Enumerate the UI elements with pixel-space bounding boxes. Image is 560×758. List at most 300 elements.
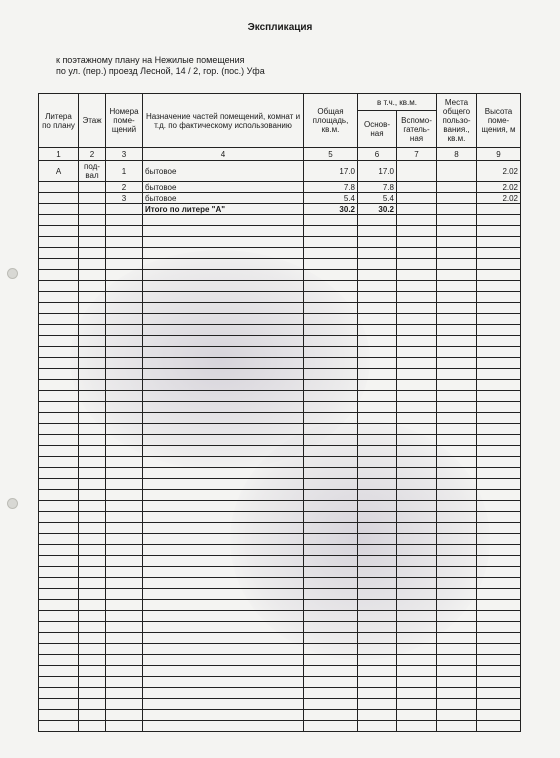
empty-cell <box>39 512 79 523</box>
empty-cell <box>143 578 304 589</box>
empty-cell <box>106 721 143 732</box>
empty-cell <box>304 578 358 589</box>
empty-cell <box>39 644 79 655</box>
total-row <box>39 204 521 215</box>
empty-cell <box>437 556 477 567</box>
total-obshaya: 30.2 <box>304 204 358 215</box>
empty-row <box>39 490 521 501</box>
empty-cell <box>39 567 79 578</box>
empty-cell <box>79 314 106 325</box>
empty-cell <box>79 325 106 336</box>
empty-cell <box>106 270 143 281</box>
empty-cell <box>143 589 304 600</box>
empty-cell <box>79 556 106 567</box>
empty-cell <box>143 369 304 380</box>
empty-cell <box>477 523 521 534</box>
empty-cell <box>437 303 477 314</box>
empty-cell <box>39 479 79 490</box>
empty-cell <box>143 655 304 666</box>
empty-cell <box>358 424 397 435</box>
empty-cell <box>358 347 397 358</box>
empty-cell <box>106 501 143 512</box>
empty-cell <box>358 677 397 688</box>
empty-row <box>39 336 521 347</box>
empty-cell <box>106 226 143 237</box>
empty-row <box>39 699 521 710</box>
empty-cell <box>106 292 143 303</box>
empty-cell <box>39 534 79 545</box>
empty-cell <box>437 589 477 600</box>
empty-row <box>39 534 521 545</box>
empty-cell <box>358 391 397 402</box>
empty-cell <box>39 688 79 699</box>
empty-cell <box>358 589 397 600</box>
empty-cell <box>358 358 397 369</box>
cell-obshaya: 5.4 <box>304 193 358 204</box>
empty-cell <box>358 259 397 270</box>
empty-row <box>39 655 521 666</box>
empty-cell <box>358 611 397 622</box>
empty-cell <box>477 270 521 281</box>
empty-cell <box>477 457 521 468</box>
empty-cell <box>358 237 397 248</box>
empty-row <box>39 270 521 281</box>
empty-cell <box>358 215 397 226</box>
empty-cell <box>79 534 106 545</box>
empty-cell <box>79 259 106 270</box>
empty-cell <box>397 655 437 666</box>
empty-cell <box>358 710 397 721</box>
empty-cell <box>397 688 437 699</box>
empty-cell <box>143 699 304 710</box>
empty-cell <box>79 270 106 281</box>
empty-cell <box>358 380 397 391</box>
empty-cell <box>397 699 437 710</box>
empty-row <box>39 347 521 358</box>
empty-cell <box>304 556 358 567</box>
empty-cell <box>477 314 521 325</box>
empty-cell <box>477 281 521 292</box>
empty-cell <box>304 600 358 611</box>
empty-cell <box>106 259 143 270</box>
empty-cell <box>79 578 106 589</box>
empty-cell <box>106 600 143 611</box>
empty-cell <box>79 501 106 512</box>
total-label: Итого по литере "А" <box>143 204 304 215</box>
empty-cell <box>397 567 437 578</box>
empty-cell <box>304 314 358 325</box>
empty-cell <box>477 259 521 270</box>
empty-cell <box>304 259 358 270</box>
cell-etazh <box>79 182 106 193</box>
empty-cell <box>79 655 106 666</box>
empty-cell <box>437 468 477 479</box>
empty-cell <box>358 281 397 292</box>
empty-row <box>39 248 521 259</box>
empty-cell <box>397 303 437 314</box>
empty-cell <box>304 611 358 622</box>
empty-cell <box>106 567 143 578</box>
empty-cell <box>477 391 521 402</box>
empty-cell <box>397 512 437 523</box>
empty-cell <box>304 413 358 424</box>
empty-cell <box>39 325 79 336</box>
empty-cell <box>106 556 143 567</box>
empty-cell <box>304 589 358 600</box>
empty-cell <box>143 523 304 534</box>
column-number: 6 <box>358 148 397 161</box>
empty-cell <box>358 336 397 347</box>
empty-cell <box>39 501 79 512</box>
empty-cell <box>143 545 304 556</box>
empty-cell <box>143 391 304 402</box>
empty-cell <box>397 490 437 501</box>
empty-cell <box>358 226 397 237</box>
empty-cell <box>143 556 304 567</box>
empty-cell <box>106 314 143 325</box>
empty-cell <box>358 578 397 589</box>
empty-cell <box>397 369 437 380</box>
empty-row <box>39 292 521 303</box>
empty-cell <box>79 567 106 578</box>
empty-row <box>39 589 521 600</box>
empty-row <box>39 677 521 688</box>
empty-row <box>39 556 521 567</box>
empty-cell <box>143 644 304 655</box>
empty-cell <box>39 633 79 644</box>
empty-cell <box>304 325 358 336</box>
empty-row <box>39 457 521 468</box>
empty-cell <box>39 622 79 633</box>
empty-cell <box>106 534 143 545</box>
empty-cell <box>358 490 397 501</box>
empty-cell <box>437 259 477 270</box>
empty-cell <box>39 666 79 677</box>
empty-cell <box>39 677 79 688</box>
total-osnovnaya: 30.2 <box>358 204 397 215</box>
empty-cell <box>397 677 437 688</box>
cell-osnovnaya: 17.0 <box>358 161 397 182</box>
empty-row <box>39 391 521 402</box>
empty-cell <box>477 611 521 622</box>
empty-row <box>39 688 521 699</box>
header-nomera: Номера поме-щений <box>106 94 143 148</box>
empty-row <box>39 259 521 270</box>
empty-cell <box>143 479 304 490</box>
empty-cell <box>106 479 143 490</box>
empty-cell <box>477 534 521 545</box>
cell-obshaya: 7.8 <box>304 182 358 193</box>
empty-cell <box>477 424 521 435</box>
empty-cell <box>79 237 106 248</box>
empty-cell <box>477 633 521 644</box>
empty-cell <box>304 303 358 314</box>
empty-cell <box>437 391 477 402</box>
empty-cell <box>304 523 358 534</box>
header-naznachenie: Назначение частей помещений, комнат и т.д. по фактическому использованию <box>143 94 304 148</box>
empty-cell <box>304 490 358 501</box>
empty-cell <box>397 468 437 479</box>
empty-cell <box>397 237 437 248</box>
cell-vysota: 2.02 <box>477 182 521 193</box>
empty-cell <box>39 710 79 721</box>
empty-cell <box>477 413 521 424</box>
empty-row <box>39 611 521 622</box>
empty-cell <box>358 457 397 468</box>
empty-cell <box>39 435 79 446</box>
empty-cell <box>358 556 397 567</box>
empty-cell <box>477 358 521 369</box>
empty-cell <box>304 699 358 710</box>
empty-cell <box>358 248 397 259</box>
empty-cell <box>79 490 106 501</box>
empty-row <box>39 479 521 490</box>
header-vspomogatelnaya: Вспомо-гатель-ная <box>397 111 437 148</box>
empty-cell <box>143 468 304 479</box>
cell-litera <box>39 193 79 204</box>
empty-cell <box>477 292 521 303</box>
empty-cell <box>397 424 437 435</box>
empty-cell <box>437 523 477 534</box>
empty-cell <box>39 523 79 534</box>
empty-cell <box>304 457 358 468</box>
empty-cell <box>39 270 79 281</box>
empty-cell <box>106 336 143 347</box>
empty-cell <box>397 248 437 259</box>
empty-cell <box>39 600 79 611</box>
empty-cell <box>437 336 477 347</box>
cell-etazh: под-вал <box>79 161 106 182</box>
empty-cell <box>437 501 477 512</box>
empty-cell <box>397 457 437 468</box>
punch-hole <box>7 268 18 279</box>
empty-row <box>39 523 521 534</box>
empty-row <box>39 215 521 226</box>
empty-cell <box>304 622 358 633</box>
empty-cell <box>39 413 79 424</box>
empty-cell <box>79 446 106 457</box>
empty-cell <box>437 226 477 237</box>
empty-cell <box>437 710 477 721</box>
empty-row <box>39 369 521 380</box>
empty-cell <box>143 314 304 325</box>
empty-cell <box>477 468 521 479</box>
empty-cell <box>304 248 358 259</box>
empty-cell <box>79 358 106 369</box>
empty-cell <box>79 215 106 226</box>
empty-cell <box>106 699 143 710</box>
empty-cell <box>79 589 106 600</box>
empty-cell <box>397 215 437 226</box>
empty-cell <box>143 435 304 446</box>
empty-cell <box>39 303 79 314</box>
empty-cell <box>358 413 397 424</box>
empty-cell <box>304 369 358 380</box>
empty-cell <box>143 248 304 259</box>
punch-hole <box>7 498 18 509</box>
empty-cell <box>79 435 106 446</box>
empty-cell <box>106 523 143 534</box>
empty-cell <box>106 457 143 468</box>
empty-cell <box>106 380 143 391</box>
empty-cell <box>143 259 304 270</box>
empty-row <box>39 380 521 391</box>
cell-osnovnaya: 5.4 <box>358 193 397 204</box>
empty-cell <box>79 512 106 523</box>
empty-cell <box>437 721 477 732</box>
empty-cell <box>477 721 521 732</box>
empty-cell <box>106 688 143 699</box>
empty-cell <box>106 644 143 655</box>
empty-cell <box>358 512 397 523</box>
empty-cell <box>304 688 358 699</box>
empty-cell <box>304 633 358 644</box>
empty-cell <box>79 677 106 688</box>
empty-cell <box>397 435 437 446</box>
empty-cell <box>106 512 143 523</box>
empty-cell <box>79 413 106 424</box>
empty-cell <box>143 567 304 578</box>
document-subtitle-plan: к поэтажному плану на Нежилые помещения <box>56 55 245 65</box>
empty-cell <box>477 677 521 688</box>
empty-cell <box>397 314 437 325</box>
empty-cell <box>143 226 304 237</box>
empty-cell <box>477 380 521 391</box>
header-vtch: в т.ч., кв.м. <box>358 94 437 111</box>
empty-cell <box>477 512 521 523</box>
empty-row <box>39 622 521 633</box>
header-osnovnaya: Основ-ная <box>358 111 397 148</box>
empty-cell <box>358 688 397 699</box>
empty-cell <box>304 391 358 402</box>
empty-cell <box>397 391 437 402</box>
empty-cell <box>143 347 304 358</box>
empty-cell <box>39 380 79 391</box>
empty-cell <box>39 402 79 413</box>
empty-cell <box>39 578 79 589</box>
empty-cell <box>79 347 106 358</box>
empty-cell <box>143 215 304 226</box>
empty-cell <box>358 534 397 545</box>
header-etazh: Этаж <box>79 94 106 148</box>
empty-cell <box>39 358 79 369</box>
column-number: 7 <box>397 148 437 161</box>
empty-cell <box>304 336 358 347</box>
empty-cell <box>358 303 397 314</box>
empty-cell <box>106 611 143 622</box>
empty-cell <box>437 347 477 358</box>
empty-cell <box>79 380 106 391</box>
empty-cell <box>143 490 304 501</box>
empty-row <box>39 721 521 732</box>
cell-vspomog <box>397 182 437 193</box>
empty-cell <box>358 523 397 534</box>
empty-cell <box>437 325 477 336</box>
empty-cell <box>437 622 477 633</box>
cell-obshaya: 17.0 <box>304 161 358 182</box>
empty-cell <box>397 710 437 721</box>
empty-cell <box>106 358 143 369</box>
empty-cell <box>358 292 397 303</box>
empty-cell <box>39 589 79 600</box>
empty-cell <box>397 523 437 534</box>
table-row <box>39 193 521 204</box>
column-number: 5 <box>304 148 358 161</box>
empty-cell <box>106 303 143 314</box>
empty-cell <box>437 545 477 556</box>
empty-cell <box>79 523 106 534</box>
empty-row <box>39 402 521 413</box>
cell-nomer: 3 <box>106 193 143 204</box>
empty-cell <box>79 369 106 380</box>
empty-cell <box>79 666 106 677</box>
empty-cell <box>477 347 521 358</box>
header-obshaya: Общая площадь, кв.м. <box>304 94 358 148</box>
empty-cell <box>358 721 397 732</box>
empty-cell <box>39 468 79 479</box>
empty-cell <box>477 402 521 413</box>
empty-cell <box>437 446 477 457</box>
empty-cell <box>106 666 143 677</box>
empty-cell <box>304 292 358 303</box>
empty-row <box>39 413 521 424</box>
empty-cell <box>477 237 521 248</box>
empty-cell <box>39 721 79 732</box>
empty-cell <box>397 380 437 391</box>
empty-cell <box>79 281 106 292</box>
cell-mesta <box>437 193 477 204</box>
empty-cell <box>397 611 437 622</box>
empty-cell <box>39 237 79 248</box>
empty-cell <box>143 677 304 688</box>
explication-table <box>38 93 521 732</box>
empty-cell <box>397 347 437 358</box>
empty-cell <box>397 644 437 655</box>
table-row <box>39 182 521 193</box>
empty-cell <box>397 534 437 545</box>
empty-cell <box>397 479 437 490</box>
empty-cell <box>397 622 437 633</box>
empty-cell <box>304 545 358 556</box>
empty-cell <box>437 666 477 677</box>
cell-nomer: 1 <box>106 161 143 182</box>
empty-cell <box>358 270 397 281</box>
empty-cell <box>358 325 397 336</box>
empty-row <box>39 501 521 512</box>
empty-cell <box>39 226 79 237</box>
empty-cell <box>79 402 106 413</box>
cell-vspomog <box>397 161 437 182</box>
empty-cell <box>358 655 397 666</box>
empty-cell <box>477 226 521 237</box>
empty-cell <box>477 655 521 666</box>
empty-cell <box>304 402 358 413</box>
empty-cell <box>437 237 477 248</box>
empty-cell <box>477 501 521 512</box>
empty-cell <box>304 721 358 732</box>
empty-cell <box>79 688 106 699</box>
empty-cell <box>477 688 521 699</box>
empty-cell <box>397 721 437 732</box>
empty-cell <box>477 600 521 611</box>
empty-cell <box>358 402 397 413</box>
empty-cell <box>358 644 397 655</box>
empty-row <box>39 644 521 655</box>
empty-cell <box>304 710 358 721</box>
empty-cell <box>477 589 521 600</box>
empty-cell <box>143 688 304 699</box>
empty-row <box>39 226 521 237</box>
